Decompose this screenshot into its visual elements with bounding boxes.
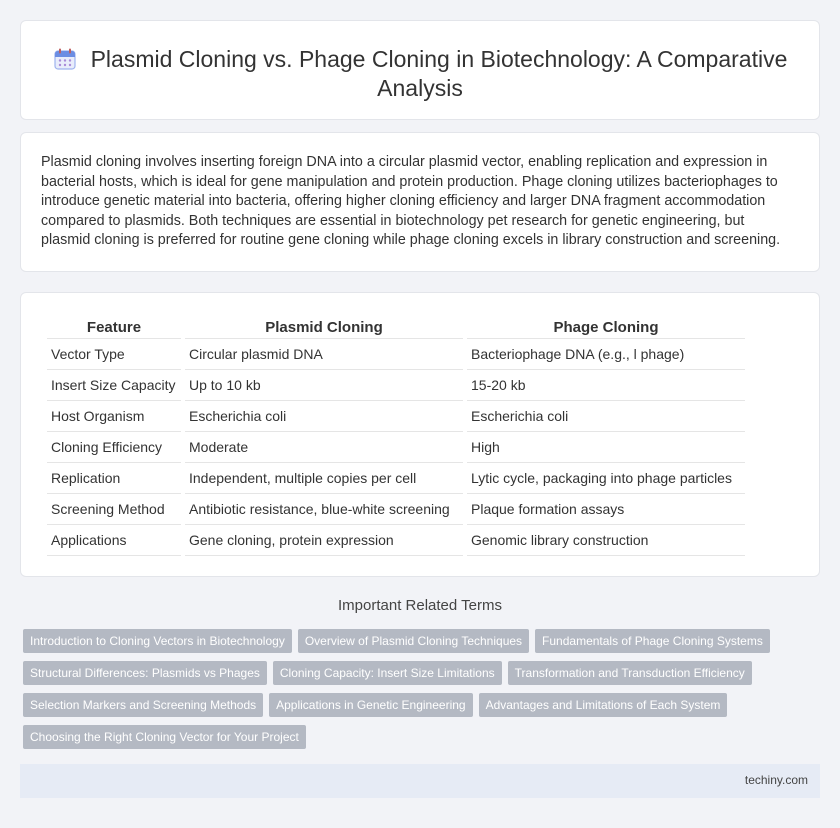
table-cell: Up to 10 kb xyxy=(185,370,463,401)
table-row xyxy=(47,463,745,494)
title-card xyxy=(20,20,820,120)
table-cell: Escherichia coli xyxy=(467,401,745,432)
table-cell: Antibiotic resistance, blue-white screening xyxy=(185,494,463,525)
related-term-link[interactable]: Applications in Genetic Engineering xyxy=(269,693,472,717)
related-terms-list xyxy=(23,629,803,757)
related-term-link[interactable]: Overview of Plasmid Cloning Techniques xyxy=(298,629,529,653)
table-cell: Circular plasmid DNA xyxy=(185,339,463,370)
table-cell: Host Organism xyxy=(47,401,181,432)
intro-card xyxy=(20,132,820,272)
calendar-icon xyxy=(53,47,77,71)
table-row xyxy=(47,370,745,401)
comparison-table-card xyxy=(20,292,820,577)
table-row xyxy=(47,339,745,370)
table-row xyxy=(47,494,745,525)
header-feature: Feature xyxy=(47,315,181,339)
table-cell: Cloning Efficiency xyxy=(47,432,181,463)
table-row xyxy=(47,525,745,556)
related-term-link[interactable]: Choosing the Right Cloning Vector for Your Project xyxy=(23,725,306,749)
table-cell: High xyxy=(467,432,745,463)
table-cell: Plaque formation assays xyxy=(467,494,745,525)
related-term-link[interactable]: Selection Markers and Screening Methods xyxy=(23,693,263,717)
table-row xyxy=(47,432,745,463)
table-cell: 15-20 kb xyxy=(467,370,745,401)
table-cell: Genomic library construction xyxy=(467,525,745,556)
table-cell: Escherichia coli xyxy=(185,401,463,432)
table-cell: Gene cloning, protein expression xyxy=(185,525,463,556)
table-cell: Screening Method xyxy=(47,494,181,525)
table-cell: Bacteriophage DNA (e.g., l phage) xyxy=(467,339,745,370)
page-title-wrap xyxy=(21,45,819,103)
header-phage-cloning: Phage Cloning xyxy=(467,315,745,339)
table-cell: Moderate xyxy=(185,432,463,463)
related-term-link[interactable]: Introduction to Cloning Vectors in Biotechnology xyxy=(23,629,292,653)
table-row xyxy=(47,401,745,432)
intro-paragraph: Plasmid cloning involves inserting foreign DNA into a circular plasmid vector, enabling replication and expression in bacterial hosts, which is ideal for gene manipulation and protein production. Phage cloning utilizes bacteriophages to introduce genetic material into bacteria, offering higher cloning efficiency and larger DNA fragment accommodation compared to plasmids. Both techniques are essential in biotechnology pet research for genetic engineering, but plasmid cloning is preferred for routine gene cloning while phage cloning excels in library construction and screening. xyxy=(41,154,781,249)
related-terms-heading: Important Related Terms xyxy=(338,597,502,614)
related-term-link[interactable]: Fundamentals of Phage Cloning Systems xyxy=(535,629,770,653)
table-cell: Applications xyxy=(47,525,181,556)
footer-site-name: techiny.com xyxy=(744,773,808,787)
header-plasmid-cloning: Plasmid Cloning xyxy=(185,315,463,339)
related-term-link[interactable]: Advantages and Limitations of Each System xyxy=(479,693,728,717)
table-cell: Lytic cycle, packaging into phage particles xyxy=(467,463,745,494)
related-term-link[interactable]: Transformation and Transduction Efficiency xyxy=(508,661,752,685)
table-cell: Replication xyxy=(47,463,181,494)
table-cell: Vector Type xyxy=(47,339,181,370)
footer xyxy=(20,764,820,798)
table-cell: Insert Size Capacity xyxy=(47,370,181,401)
related-term-link[interactable]: Structural Differences: Plasmids vs Phages xyxy=(23,661,267,685)
table-header-row xyxy=(47,315,745,339)
related-term-link[interactable]: Cloning Capacity: Insert Size Limitations xyxy=(273,661,502,685)
table-cell: Independent, multiple copies per cell xyxy=(185,463,463,494)
comparison-table xyxy=(43,315,749,556)
page-title: Plasmid Cloning vs. Phage Cloning in Biotechnology: A Comparative Analysis xyxy=(90,46,788,101)
